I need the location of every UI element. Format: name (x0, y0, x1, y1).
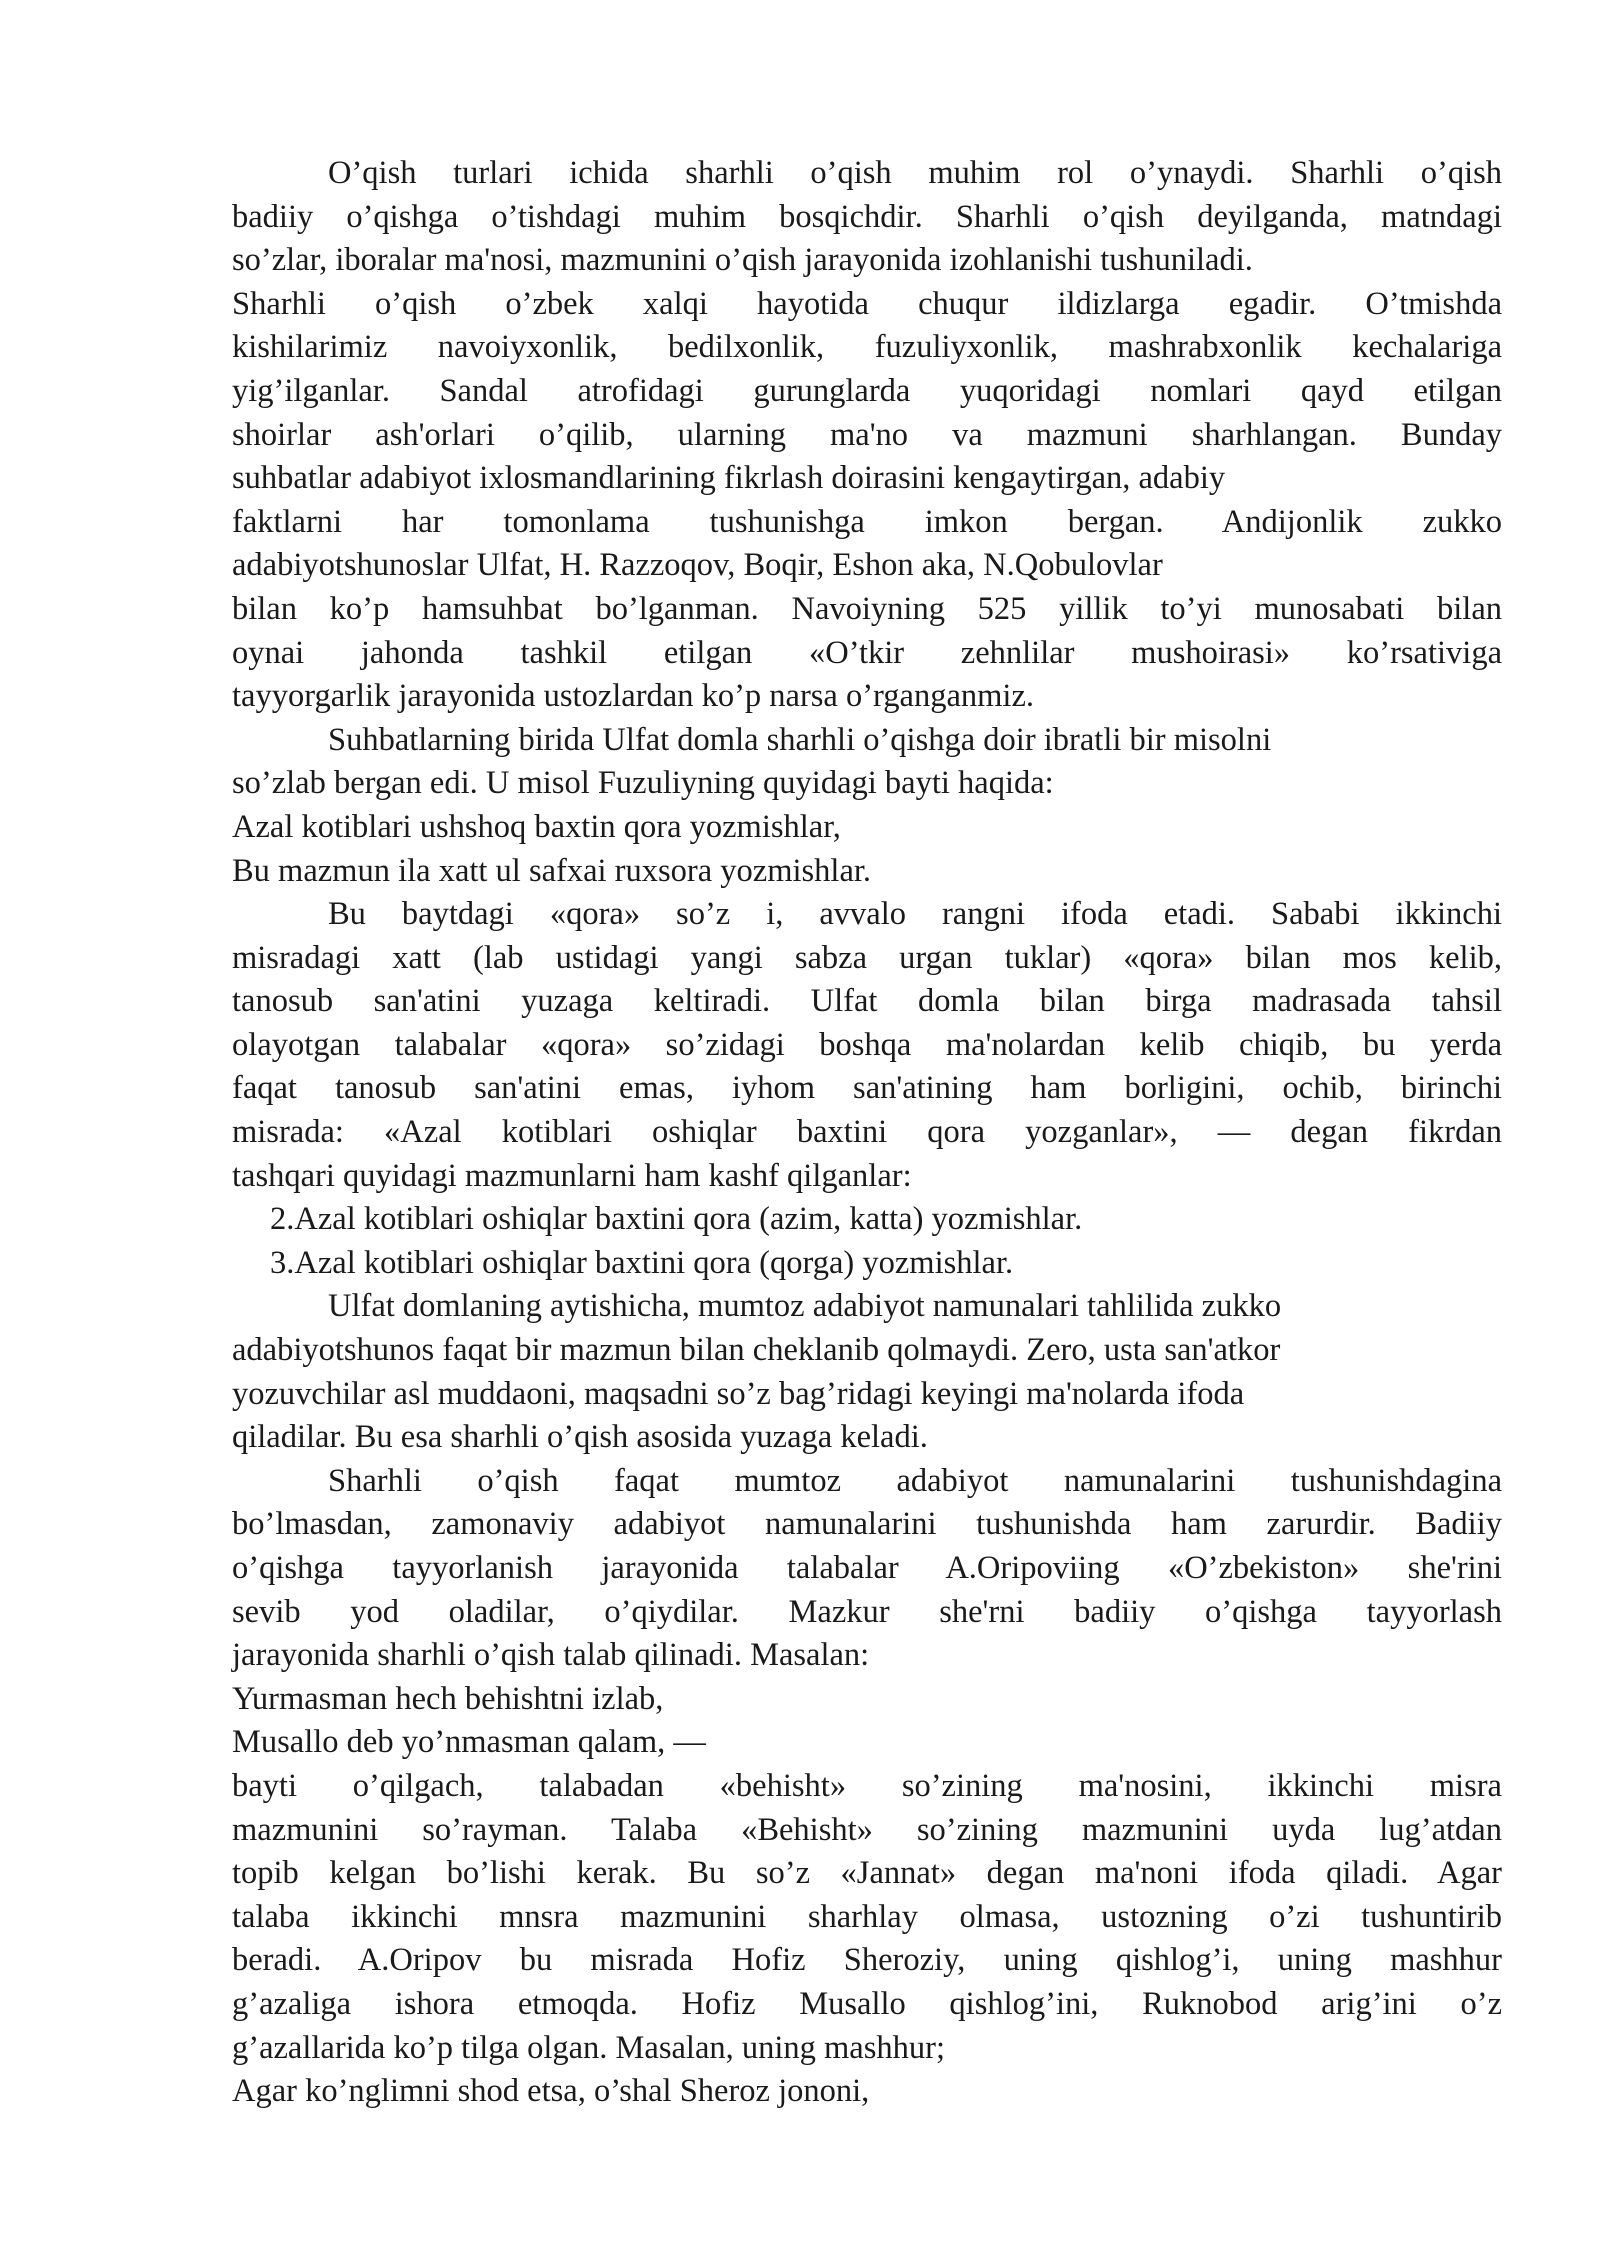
paragraph-modern-literature (232, 1460, 1502, 1678)
text-line: tanosub san'atini yuzaga keltiradi. Ulfat domla bilan birga madrasada tahsil (232, 983, 1502, 1020)
text-line: Sharhli o’qish o’zbek xalqi hayotida chuqur ildizlarga egadir. O’tmishda (232, 285, 1502, 322)
verse-line: Azal kotiblari ushshoq baxtin qora yozmishlar, (232, 808, 841, 845)
text-line: bo’lmasdan, zamonaviy adabiyot namunalarini tushunishda ham zarurdir. Badiiy (232, 1506, 1502, 1543)
text-line: faqat tanosub san'atini emas, iyhom san'atining ham borligini, ochib, birinchi (232, 1070, 1502, 1107)
verse-oripov (232, 1678, 1502, 1765)
text-line: yozuvchilar asl muddaoni, maqsadni so’z bag’ridagi keyingi ma'nolarda ifoda (232, 1375, 1245, 1412)
text-line: qiladilar. Bu esa sharhli o’qish asosida yuzaga keladi. (232, 1419, 928, 1456)
verse-fuzuliy (232, 806, 1502, 893)
text-line: O’qish turlari ichida sharhli o’qish muhim rol o’ynaydi. Sharhli o’qish (328, 155, 1502, 191)
paragraph-ulfat-opinion (232, 1285, 1502, 1459)
list-item: 3.Azal kotiblari oshiqlar baxtini qora (qorga) yozmishlar. (270, 1244, 1014, 1281)
paragraph-behisht-explanation (232, 1765, 1502, 2070)
verse-line: Yurmasman hech behishtni izlab, (232, 1680, 664, 1717)
text-line: misrada: «Azal kotiblari oshiqlar baxtini qora yozganlar», — degan fikrdan (232, 1114, 1502, 1151)
verse-line: Bu mazmun ila xatt ul safxai ruxsora yozmishlar. (232, 852, 872, 889)
text-line: faktlarni har tomonlama tushunishga imkon bergan. Andijonlik zukko (232, 503, 1502, 540)
text-line: adabiyotshunoslar Ulfat, H. Razzoqov, Boqir, Eshon aka, N.Qobulovlar (232, 547, 1163, 584)
text-line: oynai jahonda tashkil etilgan «O’tkir zehnlilar mushoirasi» ko’rsativiga (232, 634, 1502, 671)
paragraph-qora-analysis (232, 893, 1502, 1198)
text-line: olayotgan talabalar «qora» so’zidagi boshqa ma'nolardan kelib chiqib, bu yerda (232, 1026, 1502, 1063)
text-line: g’azaliga ishora etmoqda. Hofiz Musallo qishlog’ini, Ruknobod arig’ini o’z (232, 1985, 1502, 2022)
text-line: Bu baytdagi «qora» so’z i, avvalo rangni ifoda etadi. Sababi ikkinchi (328, 896, 1502, 933)
document-page (232, 152, 1502, 2114)
text-line: adabiyotshunos faqat bir mazmun bilan cheklanib qolmaydi. Zero, usta san'atkor (232, 1332, 1281, 1369)
text-line: Ulfat domlaning aytishicha, mumtoz adabiyot namunalari tahlilida zukko (328, 1288, 1282, 1325)
text-line: misradagi xatt (lab ustidagi yangi sabza urgan tuklar) «qora» bilan mos kelib, (232, 939, 1502, 976)
text-line: suhbatlar adabiyot ixlosmandlarining fikrlash doirasini kengaytirgan, adabiy (232, 460, 1226, 497)
text-line: talaba ikkinchi mnsra mazmunini sharhlay olmasa, ustozning o’zi tushuntirib (232, 1898, 1502, 1935)
paragraph-ulfat-example (232, 719, 1502, 806)
verse-hofiz (232, 2070, 1502, 2114)
verse-line: Musallo deb yo’nmasman qalam, — (232, 1724, 706, 1761)
paragraph-intro (232, 152, 1502, 719)
text-line: Suhbatlarning birida Ulfat domla sharhli o’qishga doir ibratli bir misolni (328, 721, 1272, 758)
text-line: o’qishga tayyorlanish jarayonida talabalar A.Oripoviing «O’zbekiston» she'rini (232, 1550, 1502, 1586)
text-line: kishilarimiz navoiyxonlik, bedilxonlik, fuzuliyxonlik, mashrabxonlik kechalariga (232, 329, 1502, 366)
text-line: bayti o’qilgach, talabadan «behisht» so’zining ma'nosini, ikkinchi misra (232, 1767, 1502, 1804)
text-line: sevib yod oladilar, o’qiydilar. Mazkur she'rni badiiy o’qishga tayyorlash (232, 1593, 1502, 1630)
list-item: 2.Azal kotiblari oshiqlar baxtini qora (azim, katta) yozmishlar. (270, 1201, 1083, 1238)
text-line: shoirlar ash'orlari o’qilib, ularning ma'no va mazmuni sharhlangan. Bunday (232, 416, 1502, 453)
text-line: g’azallarida ko’p tilga olgan. Masalan, uning mashhur; (232, 2029, 945, 2066)
text-line: mazmunini so’rayman. Talaba «Behisht» so’zining mazmunini uyda lug’atdan (232, 1811, 1502, 1848)
text-line: so’zlar, iboralar ma'nosi, mazmunini o’qish jarayonida izohlanishi tushuniladi. (232, 242, 1253, 279)
text-line: topib kelgan bo’lishi kerak. Bu so’z «Jannat» degan ma'noni ifoda qiladi. Agar (232, 1855, 1502, 1892)
text-line: tayyorgarlik jarayonida ustozlardan ko’p narsa o’rganganmiz. (232, 678, 1034, 715)
text-line: so’zlab bergan edi. U misol Fuzuliyning quyidagi bayti haqida: (232, 765, 1054, 802)
text-line: Sharhli o’qish faqat mumtoz adabiyot namunalarini tushunishdagina (328, 1462, 1502, 1499)
numbered-list (232, 1198, 1502, 1285)
text-line: bilan ko’p hamsuhbat bo’lganman. Navoiyning 525 yillik to’yi munosabati bilan (232, 590, 1502, 627)
verse-line: Agar ko’nglimni shod etsa, o’shal Sheroz jononi, (232, 2073, 870, 2110)
text-line: jarayonida sharhli o’qish talab qilinadi. Masalan: (232, 1637, 870, 1674)
text-line: tashqari quyidagi mazmunlarni ham kashf qilganlar: (232, 1157, 912, 1194)
text-line: yig’ilganlar. Sandal atrofidagi gurunglarda yuqoridagi nomlari qayd etilgan (232, 372, 1502, 409)
text-line: beradi. A.Oripov bu misrada Hofiz Sheroziy, uning qishlog’i, uning mashhur (232, 1942, 1502, 1979)
text-line: badiiy o’qishga o’tishdagi muhim bosqichdir. Sharhli o’qish deyilganda, matndagi (232, 198, 1502, 235)
